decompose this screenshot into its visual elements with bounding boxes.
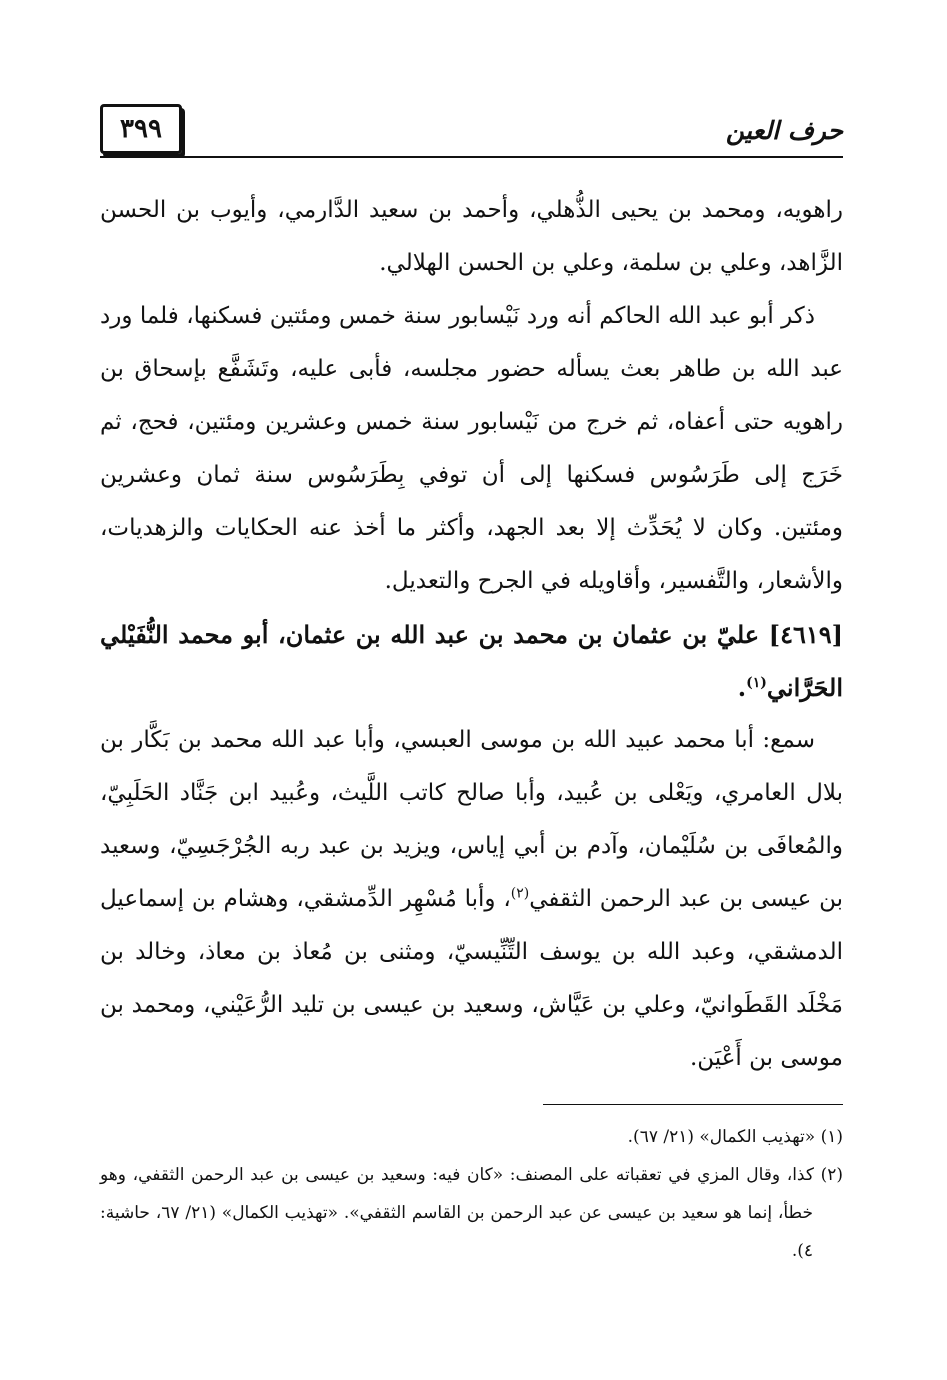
footnote-ref-1: (١) [746, 675, 767, 691]
footnote-2: (٢) كذا، وقال المزي في تعقباته على المصنف: «كان فيه: وسعيد بن عيسى بن عبد الرحمن الثقفي، وهو خطأ، إنما هو سعيد بن عيسى عن عبد الرحمن بن القاسم الثقفي». «تهذيب الكمال» (٢١/ ٦٧، حاشية: ٤). [100, 1165, 843, 1261]
entry-heading-text: [٤٦١٩] عليّ بن عثمان بن محمد بن عبد الله بن عثمان، أبو محمد النُّفَيْلي الحَرَّاني [100, 620, 843, 702]
entry-heading-end: . [737, 673, 747, 702]
paragraph-3 [100, 714, 843, 1085]
main-text [100, 184, 843, 1085]
header-rule [100, 156, 843, 158]
entry-heading [100, 608, 843, 714]
paragraph-1: راهويه، ومحمد بن يحيى الذُّهلي، وأحمد بن سعيد الدَّارمي، وأيوب بن الحسن الزَّاهد، وعلي بن سلمة، وعلي بن الحسن الهلالي. [100, 197, 843, 276]
paragraph-3-part-2: ، وأبا مُسْهِر الدِّمشقي، وهشام بن إسماعيل الدمشقي، وعبد الله بن يوسف التِّنِّيسيّ، ومثنى بن مُعاذ بن معاذ، وخالد بن مَخْلَد القَطَوانيّ، وعلي بن عَيَّاش، وسعيد بن عيسى بن تليد الرُّعَيْني، ومحمد بن موسى بن أَعْيَن. [100, 886, 843, 1071]
footnote-ref-2: (٢) [510, 885, 530, 902]
footnote-1: (١) «تهذيب الكمال» (٢١/ ٦٧). [627, 1127, 843, 1147]
footnote-rule [543, 1104, 843, 1105]
footnotes [100, 1118, 843, 1270]
page-number: ٣٩٩ [120, 114, 162, 144]
paragraph-3-part-1: سمع: أبا محمد عبيد الله بن موسى العبسي، وأبا عبد الله محمد بن بَكَّار بن بلال العامري، ويَعْلى بن عُبيد، وأبا صالح كاتب اللَّيث، وعُبيد ابن جَنَّاد الحَلَبِيّ، والمُعافَى بن سُلَيْمان، وآدم بن أبي إياس، ويزيد بن عبد ربه الجُرْجَسِيّ، وسعيد بن عيسى بن عبد الرحمن الثقفي [100, 727, 844, 912]
page-number-box [100, 104, 182, 154]
running-head: حرف العين [725, 116, 843, 145]
paragraph-2: ذكر أبو عبد الله الحاكم أنه ورد نَيْسابور سنة خمس ومئتين فسكنها، فلما ورد عبد الله بن طاهر بعث يسأله حضور مجلسه، فأبى عليه، وتَشَفَّع بإسحاق بن راهويه حتى أعفاه، ثم خرج من نَيْسابور سنة خمس وعشرين ومئتين، فحج، ثم خَرَج إلى طَرَسُوس فسكنها إلى أن توفي بِطَرَسُوس سنة ثمان وعشرين ومئتين. وكان لا يُحَدِّث إلا بعد الجهد، وأكثر ما أخذ عنه الحكايات والزهديات، والأشعار، والتَّفسير، وأقاويله في الجرح والتعديل. [100, 303, 843, 594]
